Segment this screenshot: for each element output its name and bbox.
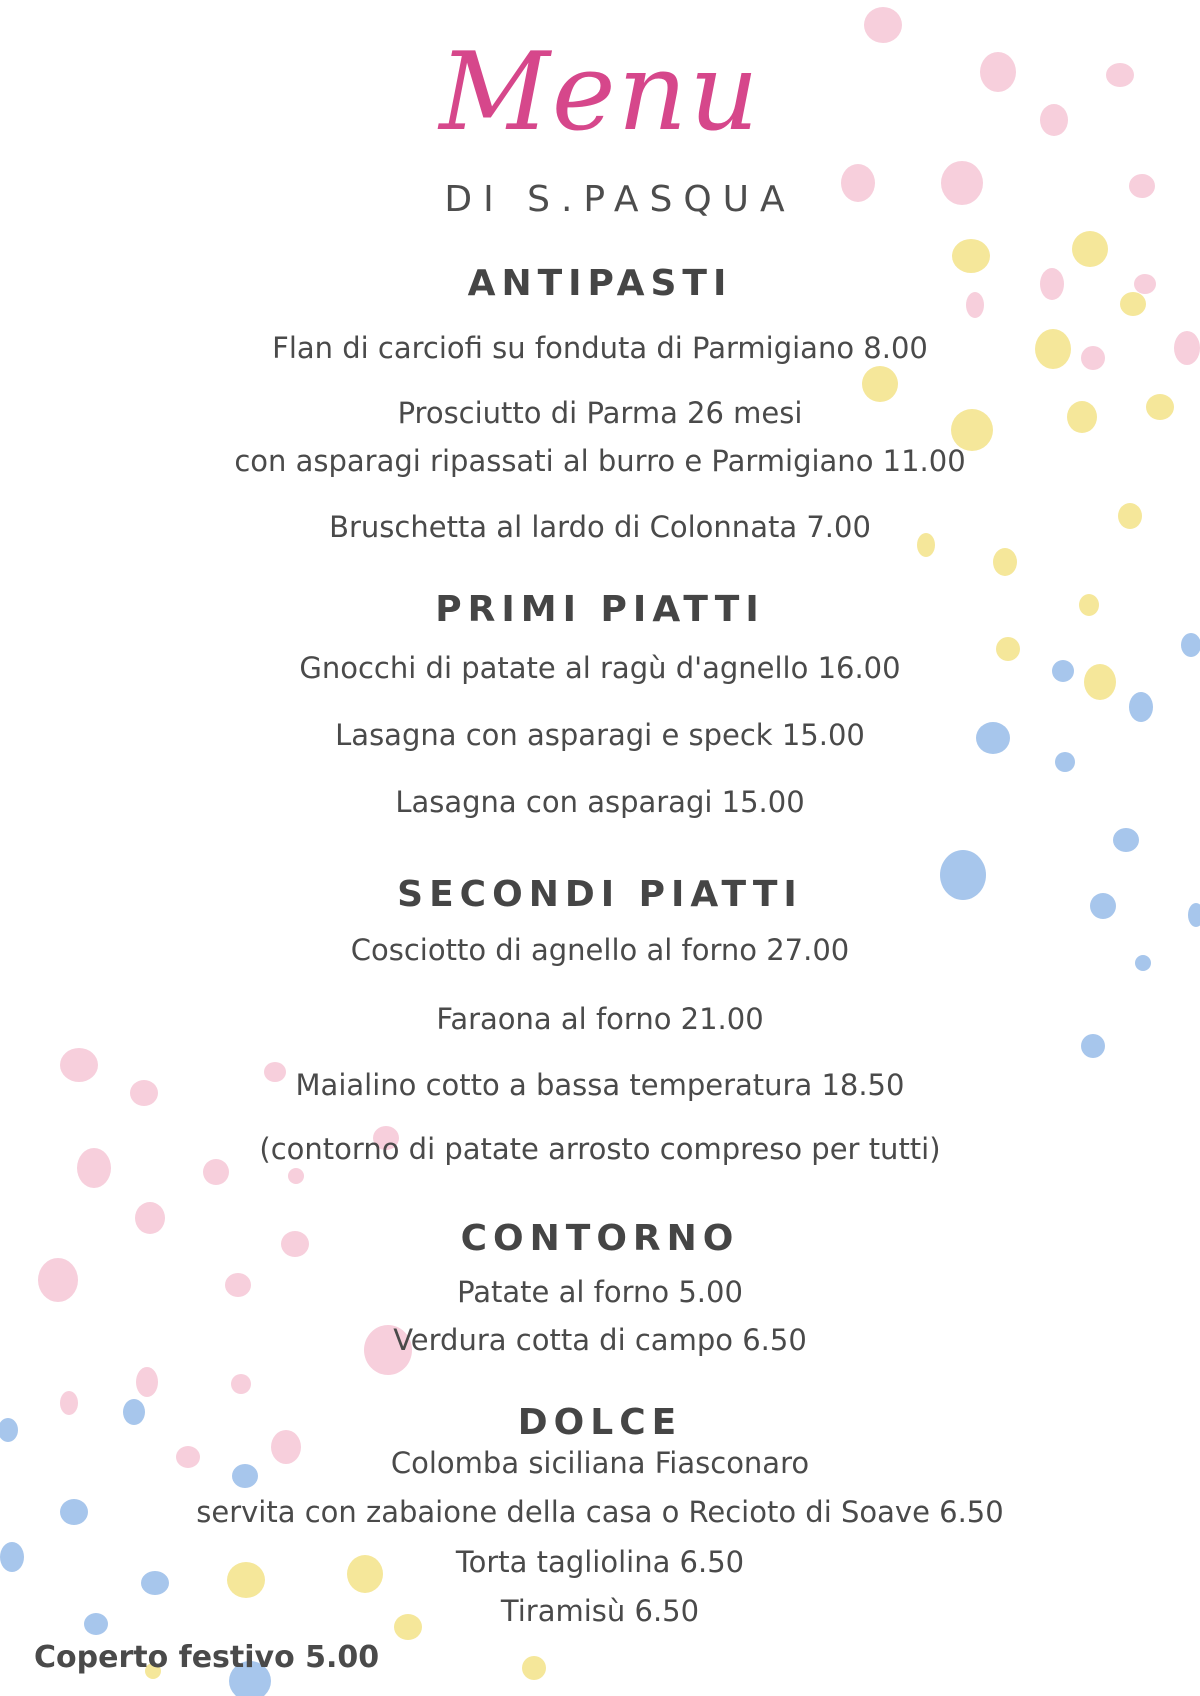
menu-item: Patate al forno 5.00 [457,1275,743,1309]
menu-item: Verdura cotta di campo 6.50 [393,1323,807,1357]
menu-item: Torta tagliolina 6.50 [455,1545,745,1579]
menu-item: Lasagna con asparagi 15.00 [395,785,805,819]
cover-charge-note: Coperto festivo 5.00 [34,1640,380,1675]
menu-title: Menu [439,30,761,155]
section-heading-primi-piatti: PRIMI PIATTI [435,589,765,630]
menu-subtitle: DI S.PASQUA [444,179,796,220]
section-heading-dolce: DOLCE [517,1402,683,1443]
menu-item: Flan di carciofi su fonduta di Parmigiano 8.00 [272,331,928,365]
menu-note: (contorno di patate arrosto compreso per tutti) [259,1132,941,1166]
menu-item: Prosciutto di Parma 26 mesi [397,396,803,430]
menu-item: Faraona al forno 21.00 [436,1002,764,1036]
menu-item: Colomba siciliana Fiasconaro [390,1446,810,1480]
menu-item: Maialino cotto a bassa temperatura 18.50 [295,1068,905,1102]
menu-item: Tiramisù 6.50 [500,1594,700,1628]
menu-item: Cosciotto di agnello al forno 27.00 [350,933,850,967]
section-heading-contorno: CONTORNO [460,1218,740,1259]
menu-item-description: servita con zabaione della casa o Recioto di Soave 6.50 [196,1495,1004,1529]
menu-item-description: con asparagi ripassati al burro e Parmigiano 11.00 [234,444,966,478]
section-heading-antipasti: ANTIPASTI [467,263,733,304]
menu-item: Lasagna con asparagi e speck 15.00 [335,718,865,752]
menu-item: Bruschetta al lardo di Colonnata 7.00 [329,510,871,544]
section-heading-secondi-piatti: SECONDI PIATTI [397,874,803,915]
menu-item: Gnocchi di patate al ragù d'agnello 16.00 [299,651,901,685]
